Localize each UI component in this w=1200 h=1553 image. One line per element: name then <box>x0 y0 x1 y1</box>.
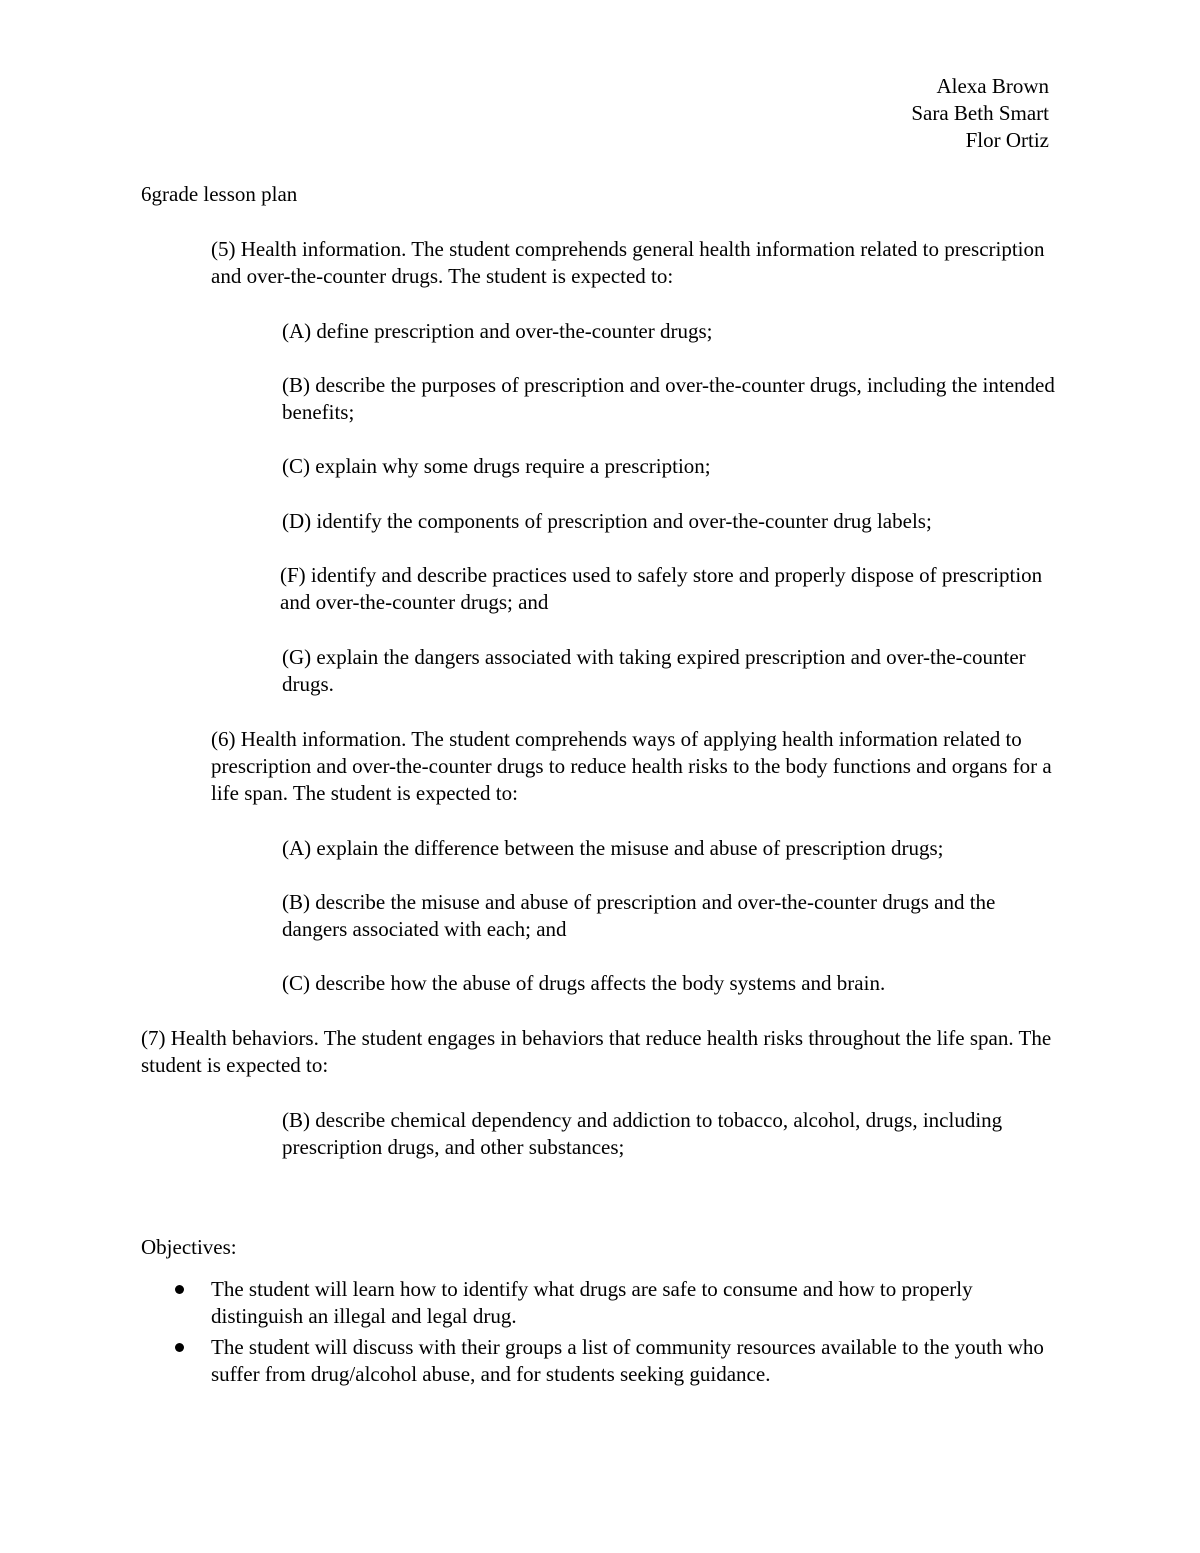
objective-item <box>141 1334 1061 1388</box>
standard-6-item-c: (C) describe how the abuse of drugs affects the body systems and brain. <box>282 971 886 995</box>
standard-5-item-d: (D) identify the components of prescription and over-the-counter drug labels; <box>282 509 932 533</box>
standard-5-text: (5) Health information. The student comprehends general health information related to prescription and over-the-counter drugs. The student is expected to: <box>211 237 1045 288</box>
standard-5-item-c: (C) explain why some drugs require a prescription; <box>282 454 711 478</box>
bullet-icon <box>175 1343 184 1352</box>
standard-7-item-b: (B) describe chemical dependency and addiction to tobacco, alcohol, drugs, including prescription drugs, and other substances; <box>282 1108 1003 1159</box>
author-name: Flor Ortiz <box>965 128 1049 152</box>
standard-6-item-a: (A) explain the difference between the misuse and abuse of prescription drugs; <box>282 836 944 860</box>
standard-5-item-a: (A) define prescription and over-the-counter drugs; <box>282 319 713 343</box>
standard-5-item-g: (G) explain the dangers associated with taking expired prescription and over-the-counter drugs. <box>282 645 1026 696</box>
objectives-heading: Objectives: <box>141 1235 237 1259</box>
document-title: 6grade lesson plan <box>141 182 298 206</box>
objective-text: The student will discuss with their groups a list of community resources available to the youth who suffer from drug/alcohol abuse, and for students seeking guidance. <box>211 1335 1044 1386</box>
standard-6-text: (6) Health information. The student comprehends ways of applying health information related to prescription and over-the-counter drugs to reduce health risks to the body functions and organs for a life span. The student is expected to: <box>211 727 1052 805</box>
standard-5-item-f: (F) identify and describe practices used to safely store and properly dispose of prescription and over-the-counter drugs; and <box>280 563 1043 614</box>
standard-5-item-b: (B) describe the purposes of prescription and over-the-counter drugs, including the intended benefits; <box>282 373 1055 424</box>
objective-text: The student will learn how to identify what drugs are safe to consume and how to properly distinguish an illegal and legal drug. <box>211 1277 973 1328</box>
standard-6-item-b: (B) describe the misuse and abuse of prescription and over-the-counter drugs and the dangers associated with each; and <box>282 890 996 941</box>
author-name: Alexa Brown <box>936 74 1049 98</box>
author-name: Sara Beth Smart <box>911 101 1049 125</box>
objective-item <box>141 1276 1061 1330</box>
bullet-icon <box>175 1285 184 1294</box>
objectives-list <box>141 1276 1061 1392</box>
standard-7-text: (7) Health behaviors. The student engages in behaviors that reduce health risks throughout the life span. The student is expected to: <box>141 1026 1052 1077</box>
author-block <box>911 73 1049 154</box>
